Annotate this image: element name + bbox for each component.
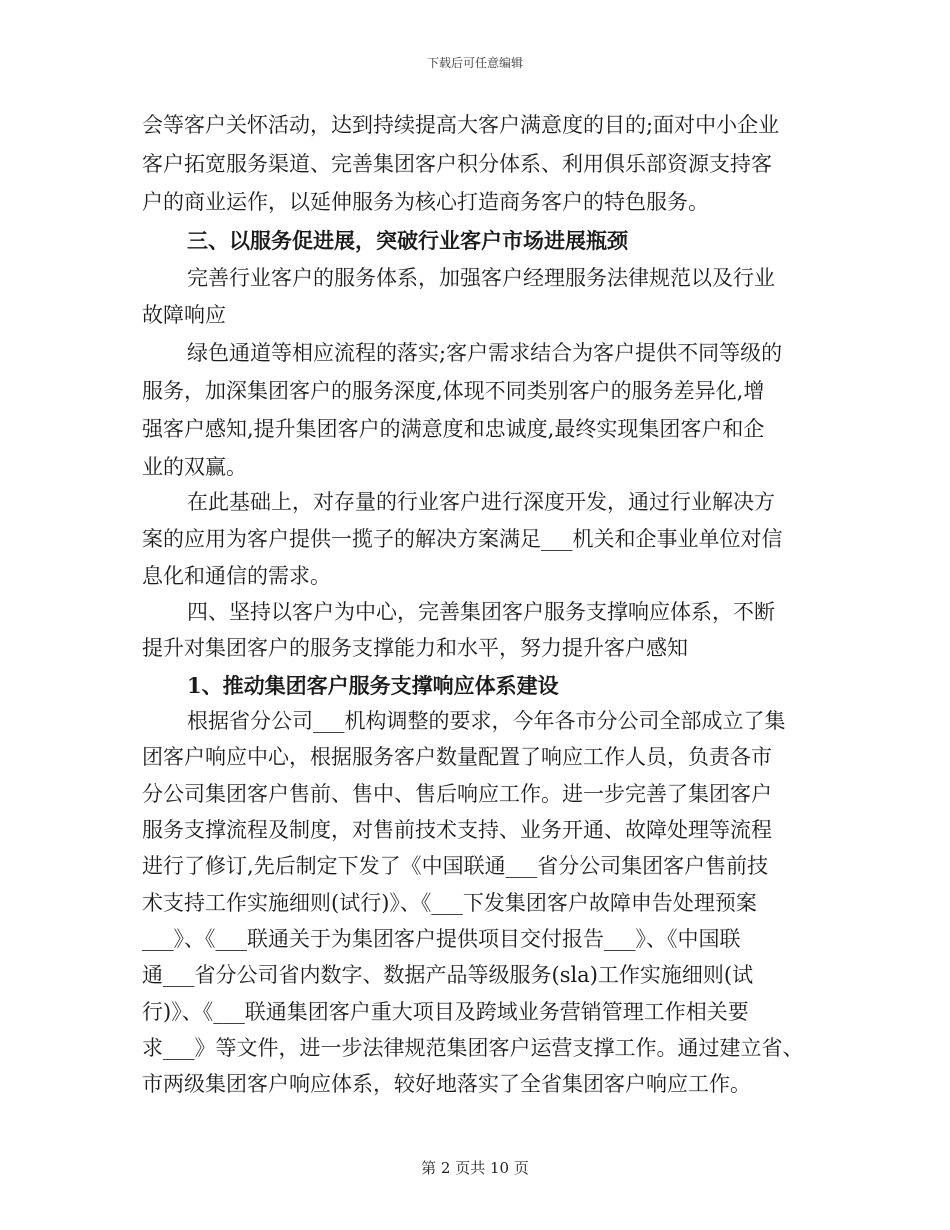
paragraph-line: ___》、《___联通关于为集团客户提供项目交付报告___》、《中国联 [142, 927, 741, 951]
paragraph-line: 行)》、《___联通集团客户重大项目及跨域业务营销管理工作相关要 [142, 1000, 749, 1024]
section-heading: 三、以服务促进展，突破行业客户市场进展瓶颈 [187, 228, 628, 253]
page-footer: 第 2 页共 10 页 [421, 1159, 529, 1177]
paragraph-line: 客户拓宽服务渠道、完善集团客户积分体系、利用俱乐部资源支持客 [142, 152, 772, 176]
paragraph-line: 四、坚持以客户为中心，完善集团客户服务支撑响应体系，不断 [187, 600, 775, 624]
paragraph-line: 提升对集团客户的服务支撑能力和水平，努力提升客户感知 [142, 636, 688, 660]
section-heading: 1、推动集团客户服务支撑响应体系建设 [187, 673, 559, 698]
paragraph-line: 在此基础上，对存量的行业客户进行深度开发，通过行业解决方 [187, 490, 775, 514]
paragraph-line: 故障响应 [142, 303, 226, 327]
paragraph-line: 分公司集团客户售前、售中、售后响应工作。进一步完善了集团客户 [142, 782, 772, 806]
paragraph-line: 市两级集团客户响应体系，较好地落实了全省集团客户响应工作。 [142, 1072, 751, 1096]
paragraph-line: 息化和通信的需求。 [142, 564, 331, 588]
paragraph-line: 绿色通道等相应流程的落实;客户需求结合为客户提供不同等级的 [187, 341, 783, 365]
paragraph-line: 会等客户关怀活动，达到持续提高大客户满意度的目的;面对中小企业 [142, 113, 780, 137]
page-header: 下载后可任意编辑 [426, 56, 523, 70]
paragraph-line: 户的商业运作，以延伸服务为核心打造商务客户的特色服务。 [142, 190, 709, 214]
paragraph-line: 术支持工作实施细则(试行)》、《___下发集团客户故障申告处理预案 [142, 891, 757, 915]
paragraph-line: 案的应用为客户提供一揽子的解决方案满足___机关和企事业单位对信 [142, 527, 783, 551]
paragraph-line: 完善行业客户的服务体系，加强客户经理服务法律规范以及行业 [187, 266, 775, 290]
paragraph-line: 强客户感知,提升集团客户的满意度和忠诚度,最终实现集团客户和企 [142, 417, 765, 441]
paragraph-line: 根据省分公司___机构调整的要求，今年各市分公司全部成立了集 [187, 709, 786, 733]
paragraph-line: 业的双赢。 [142, 455, 247, 479]
paragraph-line: 求___》等文件，进一步法律规范集团客户运营支撑工作。通过建立省、 [142, 1036, 804, 1060]
paragraph-line: 服务，加深集团客户的服务深度,体现不同类别客户的服务差异化,增 [142, 379, 765, 403]
paragraph-line: 团客户响应中心，根据服务客户数量配置了响应工作人员，负责各市 [142, 745, 772, 769]
paragraph-line: 进行了修订,先后制定下发了《中国联通___省分公司集团客户售前技 [142, 854, 769, 878]
paragraph-line: 通___省分公司省内数字、数据产品等级服务(sla)工作实施细则(试 [142, 963, 754, 987]
paragraph-line: 服务支撑流程及制度，对售前技术支持、业务开通、故障处理等流程 [142, 818, 772, 842]
